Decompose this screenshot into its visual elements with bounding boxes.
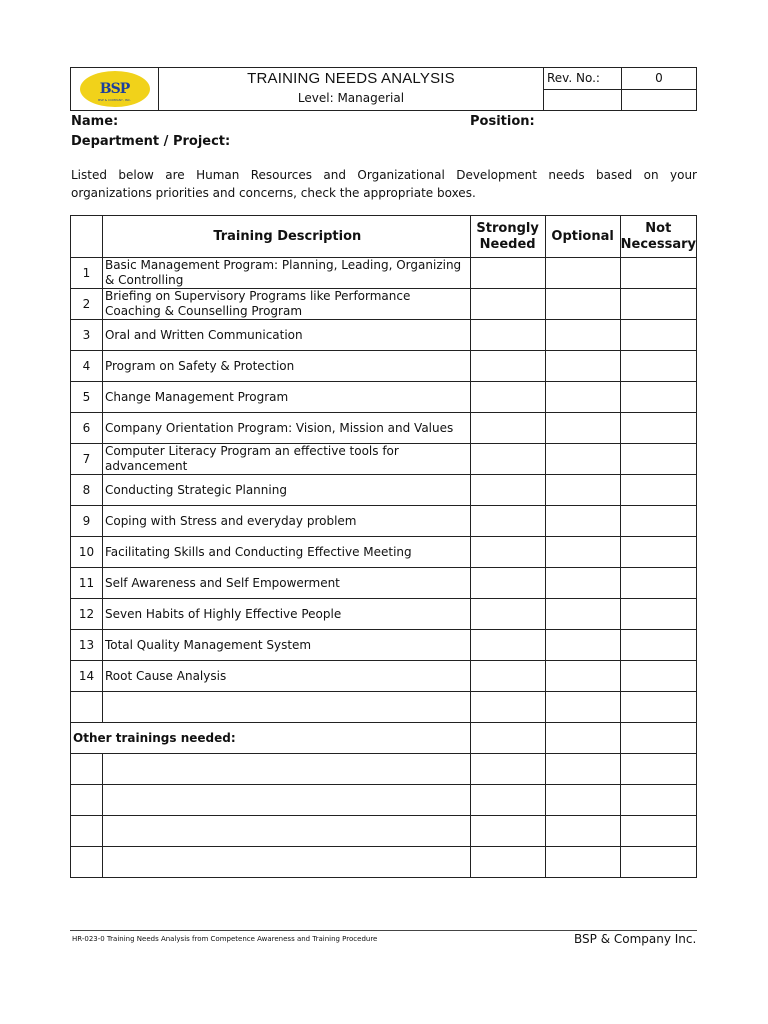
table-row bbox=[71, 475, 697, 506]
document-title: TRAINING NEEDS ANALYSIS bbox=[247, 70, 455, 87]
optional-box[interactable] bbox=[545, 599, 620, 630]
not-necessary-box[interactable] bbox=[620, 599, 696, 630]
row-number: 2 bbox=[71, 289, 103, 320]
training-description: Root Cause Analysis bbox=[102, 661, 470, 692]
optional-box[interactable] bbox=[545, 847, 620, 878]
training-description: Program on Safety & Protection bbox=[102, 351, 470, 382]
not-necessary-box[interactable] bbox=[620, 661, 696, 692]
strongly-needed-box[interactable] bbox=[470, 568, 545, 599]
strongly-needed-box[interactable] bbox=[470, 444, 545, 475]
strongly-needed-box[interactable] bbox=[470, 599, 545, 630]
strongly-needed-box[interactable] bbox=[470, 475, 545, 506]
table-row bbox=[71, 661, 697, 692]
logo-text: BSP bbox=[99, 81, 130, 97]
row-number: 4 bbox=[71, 351, 103, 382]
training-description: Oral and Written Communication bbox=[102, 320, 470, 351]
footer-doc-ref: HR-023-0 Training Needs Analysis from Competence Awareness and Training Procedure bbox=[72, 935, 378, 943]
not-necessary-box[interactable] bbox=[620, 816, 696, 847]
strongly-needed-box[interactable] bbox=[470, 351, 545, 382]
optional-box[interactable] bbox=[545, 754, 620, 785]
row-number: 8 bbox=[71, 475, 103, 506]
table-row bbox=[71, 289, 697, 320]
row-number: 7 bbox=[71, 444, 103, 475]
not-necessary-box[interactable] bbox=[620, 382, 696, 413]
not-necessary-box[interactable] bbox=[620, 692, 696, 723]
row-number bbox=[71, 785, 103, 816]
not-necessary-box[interactable] bbox=[620, 785, 696, 816]
training-description: Coping with Stress and everyday problem bbox=[102, 506, 470, 537]
training-description: Company Orientation Program: Vision, Mission and Values bbox=[102, 413, 470, 444]
row-number: 1 bbox=[71, 258, 103, 289]
table-row bbox=[71, 320, 697, 351]
header-strongly-1: Strongly bbox=[476, 220, 539, 236]
rev-value: 0 bbox=[622, 68, 697, 90]
row-number: 6 bbox=[71, 413, 103, 444]
optional-box[interactable] bbox=[545, 537, 620, 568]
header-not-1: Not bbox=[645, 220, 672, 236]
optional-box[interactable] bbox=[545, 630, 620, 661]
not-necessary-box[interactable] bbox=[620, 351, 696, 382]
not-necessary-box[interactable] bbox=[620, 630, 696, 661]
row-number: 9 bbox=[71, 506, 103, 537]
table-body bbox=[71, 258, 697, 878]
row-number: 14 bbox=[71, 661, 103, 692]
strongly-needed-box[interactable] bbox=[470, 754, 545, 785]
header-strongly-2: Needed bbox=[479, 236, 536, 252]
row-number bbox=[71, 816, 103, 847]
row-number: 5 bbox=[71, 382, 103, 413]
strongly-needed-box[interactable] bbox=[470, 382, 545, 413]
table-row bbox=[71, 351, 697, 382]
training-description: Change Management Program bbox=[102, 382, 470, 413]
rev-value-blank bbox=[622, 89, 697, 111]
other-training-field[interactable] bbox=[102, 847, 470, 878]
optional-box[interactable] bbox=[545, 320, 620, 351]
strongly-needed-box[interactable] bbox=[470, 723, 545, 754]
not-necessary-box[interactable] bbox=[620, 847, 696, 878]
not-necessary-box[interactable] bbox=[620, 413, 696, 444]
strongly-needed-box[interactable] bbox=[470, 630, 545, 661]
training-description: Computer Literacy Program an effective tools for advancement bbox=[102, 444, 470, 475]
header-num bbox=[71, 216, 103, 258]
not-necessary-box[interactable] bbox=[620, 320, 696, 351]
training-description: Briefing on Supervisory Programs like Performance Coaching & Counselling Program bbox=[102, 289, 470, 320]
row-number: 3 bbox=[71, 320, 103, 351]
table-row bbox=[71, 413, 697, 444]
table-row bbox=[71, 599, 697, 630]
company-logo bbox=[80, 71, 150, 107]
optional-box[interactable] bbox=[545, 661, 620, 692]
table-row bbox=[71, 506, 697, 537]
strongly-needed-box[interactable] bbox=[470, 289, 545, 320]
footer-company: BSP & Company Inc. bbox=[574, 932, 697, 946]
strongly-needed-box[interactable] bbox=[470, 692, 545, 723]
optional-box[interactable] bbox=[545, 382, 620, 413]
optional-box[interactable] bbox=[545, 258, 620, 289]
header-description: Training Description bbox=[102, 216, 470, 258]
training-description: Seven Habits of Highly Effective People bbox=[102, 599, 470, 630]
strongly-needed-box[interactable] bbox=[470, 413, 545, 444]
not-necessary-box[interactable] bbox=[620, 444, 696, 475]
optional-box[interactable] bbox=[545, 475, 620, 506]
training-description: Facilitating Skills and Conducting Effective Meeting bbox=[102, 537, 470, 568]
rev-label: Rev. No.: bbox=[544, 68, 622, 90]
other-training-field[interactable] bbox=[102, 785, 470, 816]
optional-box[interactable] bbox=[545, 444, 620, 475]
not-necessary-box[interactable] bbox=[620, 723, 696, 754]
not-necessary-box[interactable] bbox=[620, 506, 696, 537]
other-training-row bbox=[71, 816, 697, 847]
table-row bbox=[71, 444, 697, 475]
other-trainings-label: Other trainings needed: bbox=[71, 723, 471, 754]
strongly-needed-box[interactable] bbox=[470, 785, 545, 816]
other-trainings-row bbox=[71, 723, 697, 754]
table-row bbox=[71, 630, 697, 661]
header-not-necessary bbox=[620, 216, 696, 258]
not-necessary-box[interactable] bbox=[620, 289, 696, 320]
optional-box[interactable] bbox=[545, 692, 620, 723]
document-header bbox=[70, 67, 697, 111]
table-header-row bbox=[71, 216, 697, 258]
strongly-needed-box[interactable] bbox=[470, 258, 545, 289]
row-number bbox=[71, 754, 103, 785]
optional-box[interactable] bbox=[545, 568, 620, 599]
document-level: Level: Managerial bbox=[297, 91, 405, 105]
not-necessary-box[interactable] bbox=[620, 568, 696, 599]
strongly-needed-box[interactable] bbox=[470, 506, 545, 537]
row-number: 12 bbox=[71, 599, 103, 630]
not-necessary-box[interactable] bbox=[620, 754, 696, 785]
table-row bbox=[71, 258, 697, 289]
header-optional: Optional bbox=[545, 216, 620, 258]
position-label: Position: bbox=[470, 114, 535, 129]
row-number bbox=[71, 692, 103, 723]
strongly-needed-box[interactable] bbox=[470, 816, 545, 847]
optional-box[interactable] bbox=[545, 816, 620, 847]
training-table bbox=[70, 215, 697, 878]
other-training-row bbox=[71, 754, 697, 785]
row-number: 11 bbox=[71, 568, 103, 599]
optional-box[interactable] bbox=[545, 506, 620, 537]
row-number bbox=[71, 847, 103, 878]
strongly-needed-box[interactable] bbox=[470, 537, 545, 568]
optional-box[interactable] bbox=[545, 785, 620, 816]
row-number: 10 bbox=[71, 537, 103, 568]
optional-box[interactable] bbox=[545, 289, 620, 320]
other-training-field[interactable] bbox=[102, 754, 470, 785]
footer-divider bbox=[70, 930, 697, 931]
table-row bbox=[71, 537, 697, 568]
department-label: Department / Project: bbox=[71, 134, 231, 149]
logo-subtext: BSP & COMPANY, INC. bbox=[98, 98, 131, 102]
not-necessary-box[interactable] bbox=[620, 475, 696, 506]
header-not-2: Necessary bbox=[620, 236, 696, 252]
strongly-needed-box[interactable] bbox=[470, 661, 545, 692]
table-row-blank bbox=[71, 692, 697, 723]
not-necessary-box[interactable] bbox=[620, 258, 696, 289]
optional-box[interactable] bbox=[545, 351, 620, 382]
optional-box[interactable] bbox=[545, 413, 620, 444]
optional-box[interactable] bbox=[545, 723, 620, 754]
training-description: Total Quality Management System bbox=[102, 630, 470, 661]
table-row bbox=[71, 382, 697, 413]
training-description[interactable] bbox=[102, 692, 470, 723]
intro-paragraph: Listed below are Human Resources and Organizational Development needs based on your organizations priorities and concerns, check the appropriate boxes. bbox=[71, 168, 697, 200]
training-description: Basic Management Program: Planning, Leading, Organizing & Controlling bbox=[102, 258, 470, 289]
training-description: Conducting Strategic Planning bbox=[102, 475, 470, 506]
rev-label-blank bbox=[544, 89, 622, 111]
table-row bbox=[71, 568, 697, 599]
strongly-needed-box[interactable] bbox=[470, 320, 545, 351]
other-training-field[interactable] bbox=[102, 816, 470, 847]
header-strongly-needed bbox=[470, 216, 545, 258]
not-necessary-box[interactable] bbox=[620, 537, 696, 568]
strongly-needed-box[interactable] bbox=[470, 847, 545, 878]
logo-cell bbox=[71, 68, 159, 111]
other-training-row bbox=[71, 847, 697, 878]
training-description: Self Awareness and Self Empowerment bbox=[102, 568, 470, 599]
name-label: Name: bbox=[71, 114, 119, 129]
title-cell bbox=[159, 68, 544, 111]
other-training-row bbox=[71, 785, 697, 816]
row-number: 13 bbox=[71, 630, 103, 661]
